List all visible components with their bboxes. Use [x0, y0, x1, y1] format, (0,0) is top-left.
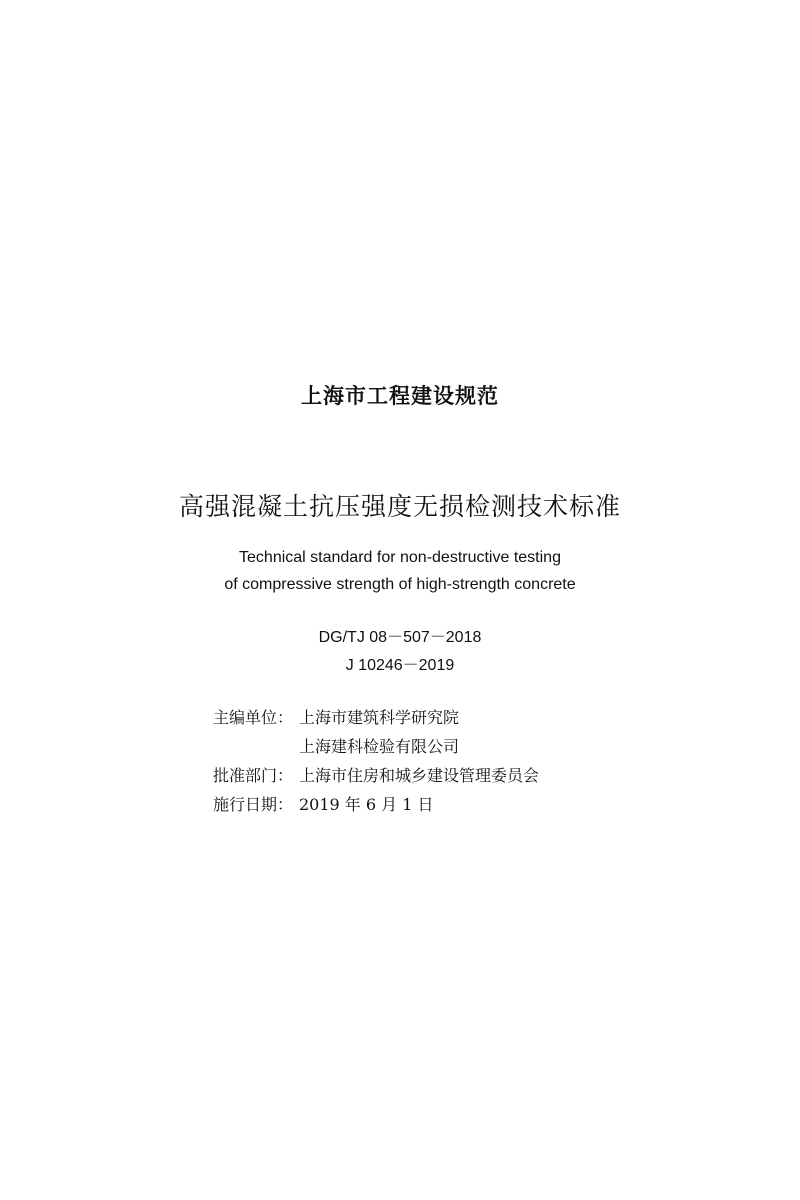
document-title-english: [0, 544, 800, 598]
approval-label: 批准部门：: [213, 766, 294, 785]
standard-codes: [0, 624, 800, 680]
effective-date-row: [213, 790, 633, 819]
editor-label: 主编单位：: [213, 708, 294, 727]
effective-date-value: 2019 年 6 月 1 日: [299, 795, 434, 814]
editor-label-spacer: [213, 732, 299, 761]
effective-date-label: 施行日期：: [213, 795, 294, 814]
english-title-line-1: Technical standard for non-destructive testing: [239, 549, 561, 566]
series-title: 上海市工程建设规范: [301, 384, 499, 408]
record-number: J 10246－2019: [345, 657, 455, 674]
document-title-chinese: 高强混凝土抗压强度无损检测技术标准: [178, 492, 621, 521]
editor-organization-2: 上海建科检验有限公司: [299, 737, 460, 756]
english-title-line-2: of compressive strength of high-strength concrete: [224, 576, 576, 593]
editor-organization-1: 上海市建筑科学研究院: [299, 708, 460, 727]
approval-row: [213, 761, 633, 790]
approval-department: 上海市住房和城乡建设管理委员会: [299, 766, 540, 785]
publication-info: [213, 703, 633, 819]
editor-row-continued: [213, 732, 633, 761]
standard-number: DG/TJ 08－507－2018: [318, 629, 482, 646]
editor-row: [213, 703, 633, 732]
